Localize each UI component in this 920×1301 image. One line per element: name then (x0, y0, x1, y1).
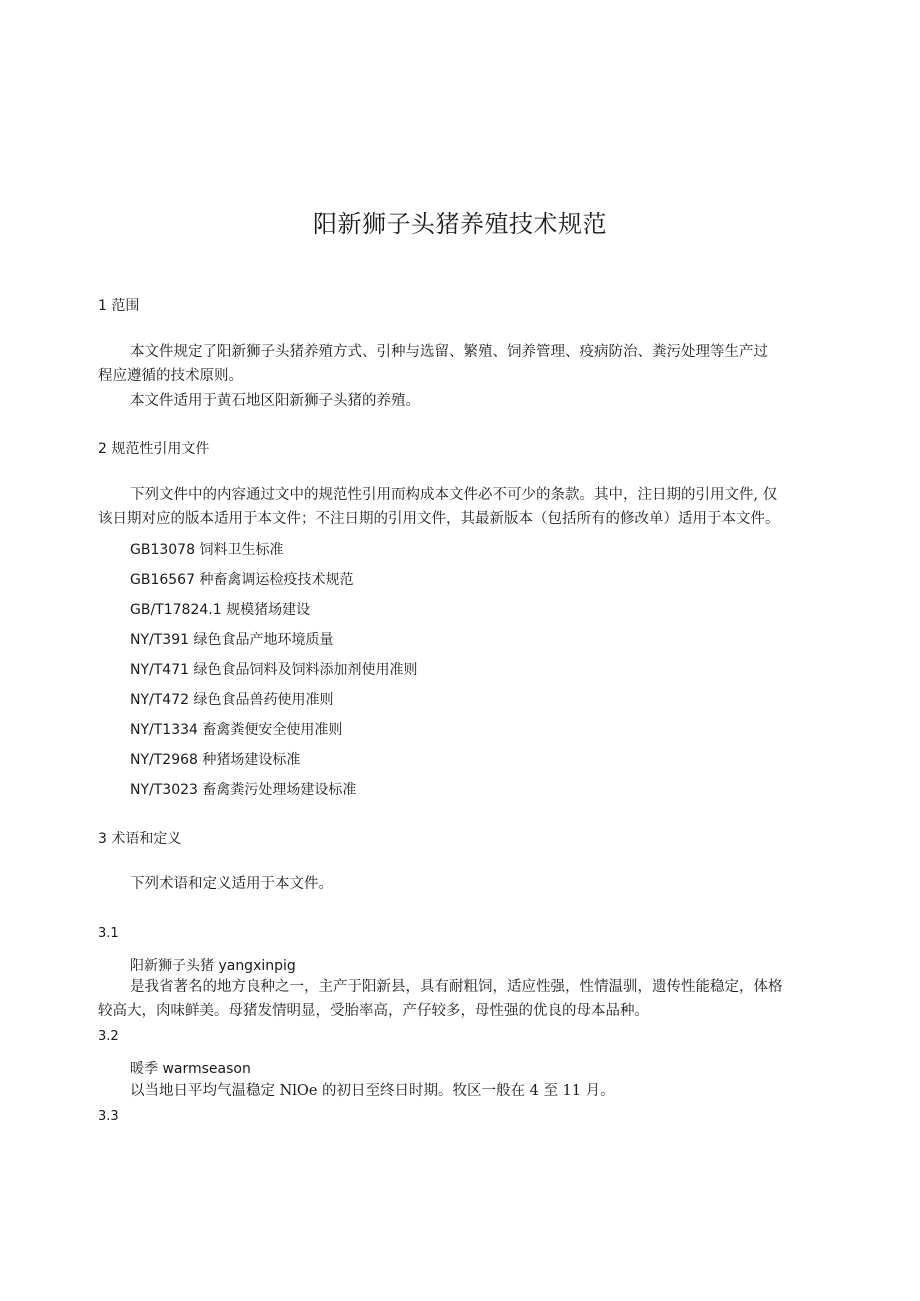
section-1-paragraph-1-line-1: 本文件规定了阳新狮子头猪养殖方式、引种与选留、繁殖、饲养管理、疫病防治、粪污处理等生产过 (130, 344, 768, 360)
section-3-intro: 下列术语和定义适用于本文件。 (130, 876, 333, 892)
reference-item: GB16567 种畜禽调运检疫技术规范 (130, 572, 354, 588)
term-definition-line-1: 是我省著名的地方良种之一，主产于阳新县，具有耐粗饲，适应性强，性情温驯，遗传性能稳定，体格 (130, 979, 783, 995)
term-definition: 以当地日平均气温稳定 NlOe 的初日至终日时期。牧区一般在 4 至 11 月。 (130, 1083, 615, 1099)
term-number: 3.3 (98, 1109, 119, 1124)
term-number: 3.1 (98, 926, 119, 941)
reference-item: NY/T472 绿色食品兽药使用准则 (130, 692, 334, 708)
section-3-heading: 3 术语和定义 (98, 831, 182, 847)
reference-item: GB13078 饲料卫生标准 (130, 542, 284, 558)
document-title: 阳新狮子头猪养殖技术规范 (313, 210, 607, 238)
reference-item: NY/T471 绿色食品饲料及饲料添加剂使用准则 (130, 662, 418, 678)
term-title: 暖季 warmseason (130, 1061, 251, 1077)
section-1-heading: 1 范围 (98, 298, 140, 314)
section-2-heading: 2 规范性引用文件 (98, 441, 210, 457)
section-1-paragraph-2: 本文件适用于黄石地区阳新狮子头猪的养殖。 (130, 393, 420, 409)
term-definition-line-2: 较高大，肉味鲜美。母猪发情明显，受胎率高，产仔较多，母性强的优良的母本品种。 (98, 1003, 649, 1019)
reference-item: NY/T1334 畜禽粪便安全使用准则 (130, 722, 343, 738)
reference-item: GB/T17824.1 规模猪场建设 (130, 602, 311, 618)
reference-item: NY/T3023 畜禽粪污处理场建设标准 (130, 782, 357, 798)
section-2-paragraph-line-1: 下列文件中的内容通过文中的规范性引用而构成本文件必不可少的条款。其中，注日期的引用文件, 仅 (130, 487, 778, 503)
section-1-paragraph-1-line-2: 程应遵循的技术原则。 (98, 368, 243, 384)
reference-item: NY/T391 绿色食品产地环境质量 (130, 632, 334, 648)
term-number: 3.2 (98, 1029, 119, 1044)
reference-item: NY/T2968 种猪场建设标准 (130, 752, 301, 768)
term-title: 阳新狮子头猪 yangxinpig (130, 958, 296, 974)
section-2-paragraph-line-2: 该日期对应的版本适用于本文件；不注日期的引用文件，其最新版本（包括所有的修改单）适用于本文件。 (98, 511, 780, 527)
